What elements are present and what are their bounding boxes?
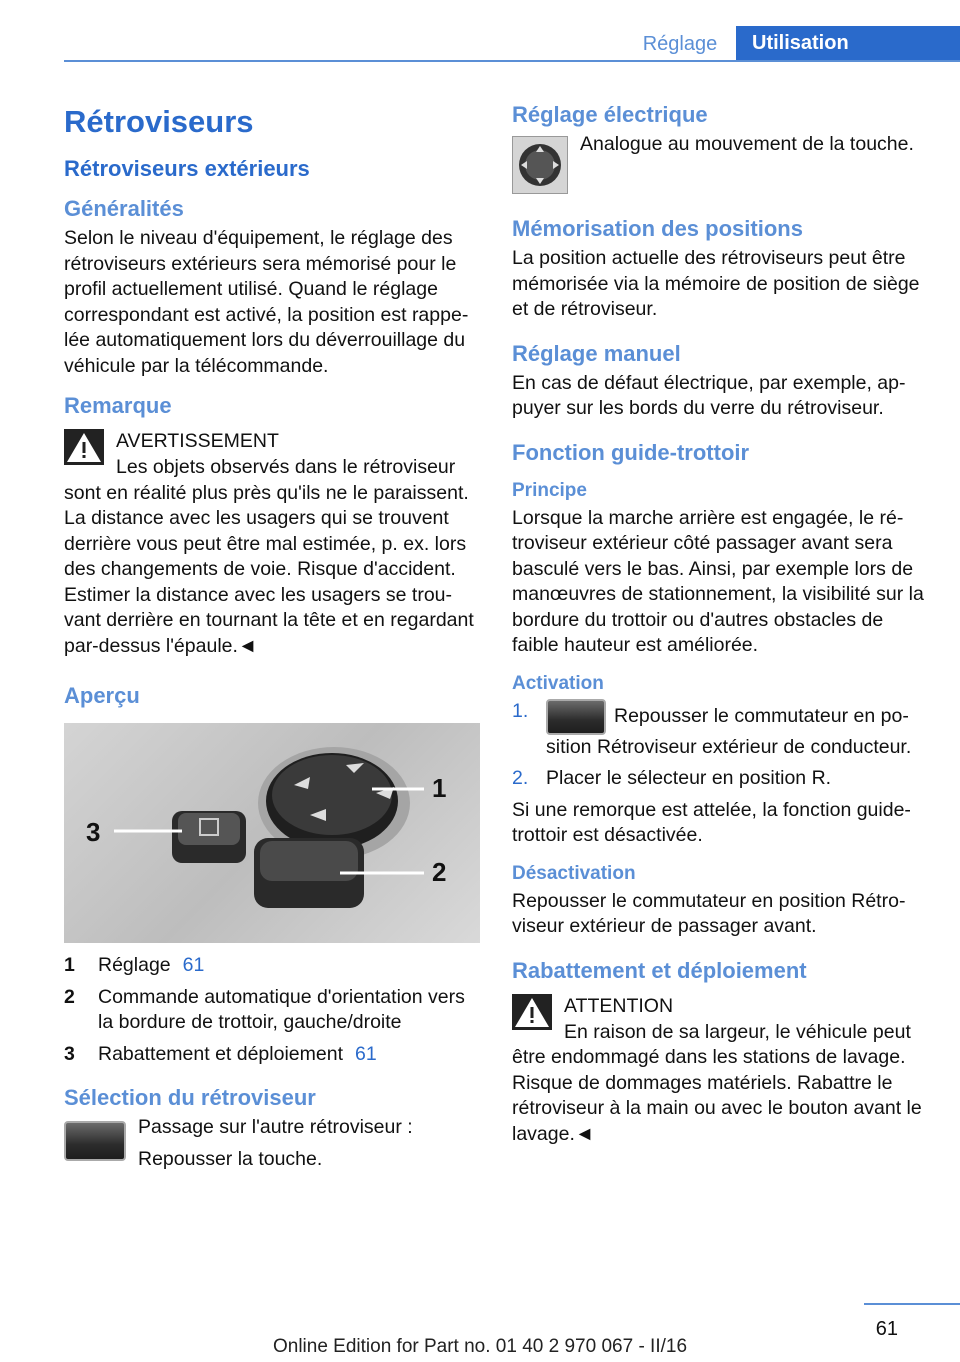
- heading-apercu: Aperçu: [64, 683, 140, 708]
- photo-label-1: 1: [432, 773, 447, 803]
- heading-guide-trottoir: Fonction guide-trottoir: [512, 439, 750, 465]
- photo-label-2: 2: [432, 857, 447, 887]
- left-column: [64, 96, 482, 1178]
- step-text: Placer le sélecteur en position R.: [546, 767, 832, 789]
- heading-reglage-manuel: Réglage manuel: [512, 340, 681, 366]
- legend-text: Réglage: [98, 954, 171, 976]
- section-heading-exterieurs: Rétroviseurs extérieurs: [64, 156, 310, 181]
- text-remorque: Si une remorque est attelée, la fonction guide-trottoir est désactivée.: [512, 798, 911, 846]
- warning-block: [64, 427, 482, 665]
- heading-desactivation: Désactivation: [512, 862, 636, 884]
- joystick-icon: [512, 136, 568, 194]
- heading-selection: Sélection du rétroviseur: [64, 1085, 316, 1110]
- step-item: [512, 766, 932, 792]
- header-divider: [64, 60, 960, 62]
- step-number: 2.: [512, 767, 529, 789]
- text-reglage-manuel: En cas de défaut électrique, par exemple, appuyer sur les bords du verre du rétroviseur.: [512, 371, 906, 419]
- tab-reglage[interactable]: Réglage: [642, 33, 718, 55]
- page-ref-link[interactable]: 61: [355, 1042, 377, 1065]
- photo-label-3: 3: [86, 817, 101, 847]
- legend-text: Rabattement et déploiement: [98, 1042, 343, 1065]
- attention-title: ATTENTION: [564, 994, 674, 1017]
- page-ref-link[interactable]: 61: [182, 954, 205, 976]
- footer-divider: [864, 1303, 960, 1305]
- edition-footer: Online Edition for Part no. 01 40 2 970 067 - II/16: [272, 1336, 688, 1357]
- legend-item: [64, 985, 482, 1036]
- tab-utilisation[interactable]: Utilisation: [736, 26, 960, 62]
- heading-memorisation: Mémorisation des positions: [512, 216, 803, 241]
- page-number: 61: [875, 1318, 898, 1340]
- mirror-controls-photo: [64, 723, 480, 943]
- legend-list: [64, 953, 482, 1067]
- step-number: 1.: [512, 699, 529, 722]
- right-column: [512, 96, 932, 1153]
- warning-title: AVERTISSEMENT: [116, 430, 279, 452]
- text-reglage-electrique: Analogue au mouvement de la touche.: [580, 133, 914, 155]
- heading-rabattement: Rabattement et déploiement: [512, 957, 807, 983]
- heading-principe: Principe: [512, 479, 587, 501]
- text-principe: Lorsque la marche arrière est engagée, le rétroviseur extérieur côté passager avant sera basculé vers le bas. Ainsi, par exemple lors de manœuvres de stationnement, la visibilité sur la bordure du trottoir ou d'autres obstacles de faible hauteur est améliorée.: [512, 506, 924, 656]
- legend-number: 2: [64, 985, 75, 1008]
- page-title: Rétroviseurs: [64, 104, 254, 139]
- page-header: [0, 0, 960, 62]
- warning-text: Les objets observés dans le rétroviseur sont en réalité plus près qu'ils ne le paraissent. La distance avec les usagers qui se trouvent derrière vous peut être mal estimée, p. ex. lors des changements de voie. Risque d'accident. Estimer la distance avec les usagers se trouvant derrière en tournant la tête et en regardant par-dessus l'épaule.◄: [64, 456, 474, 657]
- text-memorisation: La position actuelle des rétroviseurs peut être mémorisée via la mémoire de position de siège et de rétroviseur.: [512, 247, 920, 320]
- heading-remarque: Remarque: [64, 393, 172, 418]
- heading-generalites: Généralités: [64, 196, 184, 221]
- attention-text: En raison de sa largeur, le véhicule peut être endommagé dans les stations de lavage. Risque de dommages matériels. Rabattre le rétroviseur à la main ou avec le bouton avant le lavage.◄: [512, 1020, 922, 1145]
- step-text: Repousser le commutateur en position Rétroviseur extérieur de conducteur.: [546, 704, 912, 758]
- attention-block: [512, 992, 932, 1154]
- text-generalites: Selon le niveau d'équipement, le réglage des rétroviseurs extérieurs sera mémorisé pour le profil actuellement utilisé. Quand le réglage correspondant est activé, la position est rappelée automatiquement lors du déverrouillage du véhicule par la télécommande.: [64, 227, 469, 377]
- selection-line-1: Passage sur l'autre rétroviseur :: [138, 1116, 413, 1138]
- legend-item: [64, 953, 482, 979]
- selection-line-2: Repousser la touche.: [138, 1147, 323, 1170]
- legend-number: 1: [64, 954, 75, 976]
- heading-reglage-electrique: Réglage électrique: [512, 102, 708, 127]
- reglage-electrique-block: [512, 132, 932, 198]
- mirror-switch-button-icon: [64, 1121, 126, 1161]
- legend-number: 3: [64, 1042, 75, 1065]
- heading-activation: Activation: [512, 672, 604, 694]
- warning-icon: [64, 429, 104, 465]
- legend-item: [64, 1042, 482, 1068]
- warning-icon: [512, 994, 552, 1030]
- mirror-switch-button-icon: [546, 699, 606, 735]
- step-item: [512, 699, 932, 761]
- activation-steps: [512, 699, 932, 792]
- selection-block: [64, 1115, 482, 1178]
- text-desactivation: Repousser le commutateur en position Rétroviseur extérieur de passager avant.: [512, 889, 906, 937]
- legend-text: Commande automatique d'orientation vers la bordure de trottoir, gauche/droite: [98, 985, 465, 1033]
